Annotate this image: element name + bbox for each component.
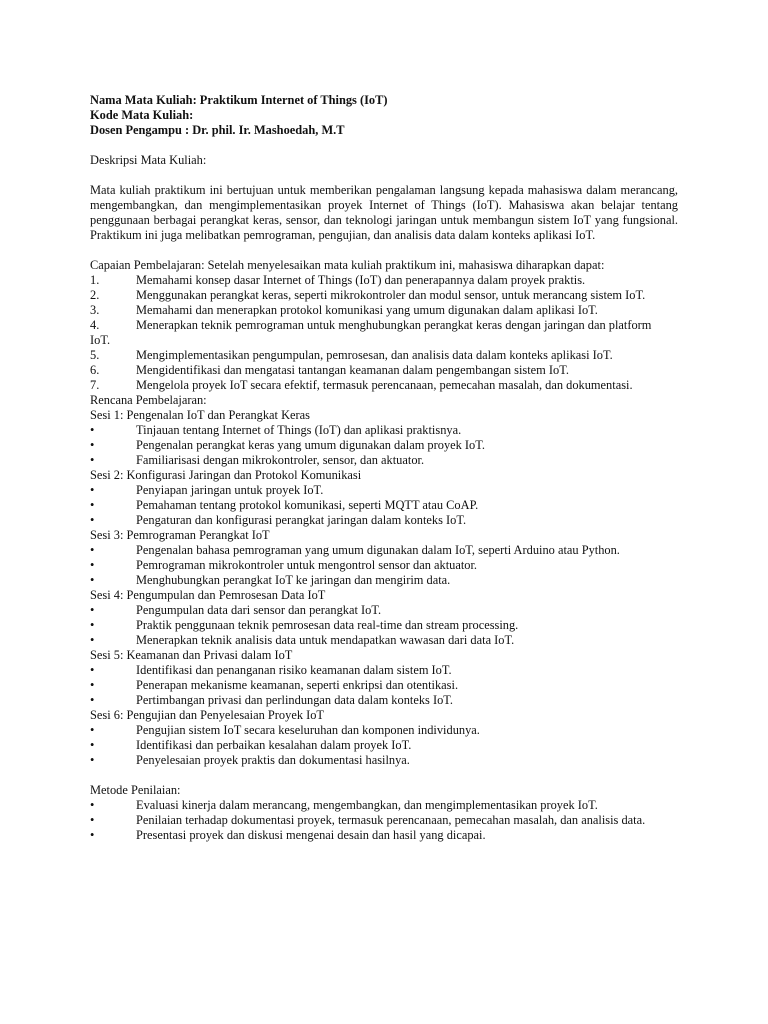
- session-item-text: Pengujian sistem IoT secara keseluruhan dan komponen individunya.: [136, 723, 480, 737]
- bullet-icon: •: [90, 753, 95, 767]
- bullet-icon: •: [90, 573, 95, 587]
- session-item: [90, 573, 678, 588]
- outcome-number: 6.: [90, 363, 100, 377]
- outcome-text: Menerapkan teknik pemrograman untuk menghubungkan perangkat keras dengan jaringan dan platform: [136, 318, 652, 332]
- assessment-item: [90, 813, 678, 828]
- bullet-icon: •: [90, 603, 95, 617]
- session-item: [90, 678, 678, 693]
- bullet-icon: •: [90, 513, 95, 527]
- session-title: Sesi 6: Pengujian dan Penyelesaian Proyek IoT: [90, 708, 325, 722]
- session-item: [90, 498, 678, 513]
- bullet-icon: •: [90, 558, 95, 572]
- description-paragraph: Mata kuliah praktikum ini bertujuan untuk memberikan pengalaman langsung kepada mahasiswa dalam merancang, mengembangkan, dan mengimplementasikan proyek Internet of Things (IoT). Mahasiswa akan belajar tentang penggunaan berbagai perangkat keras, sensor, dan teknologi jaringan untuk membangun sistem IoT yang fungsional. Praktikum ini juga melibatkan pemrograman, pengujian, dan analisis data dalam konteks aplikasi IoT.: [90, 183, 678, 242]
- session-item: [90, 438, 678, 453]
- session-item-text: Penyiapan jaringan untuk proyek IoT.: [136, 483, 324, 497]
- session-item: [90, 483, 678, 498]
- assessment-list: [90, 798, 678, 843]
- spacer: [90, 768, 678, 783]
- assessment-item: [90, 798, 678, 813]
- session-item-text: Pertimbangan privasi dan perlindungan data dalam konteks IoT.: [136, 693, 454, 707]
- outcome-number: 3.: [90, 303, 100, 317]
- session-item: [90, 513, 678, 528]
- session-item: [90, 723, 678, 738]
- bullet-icon: •: [90, 693, 95, 707]
- bullet-icon: •: [90, 678, 95, 692]
- session-item: [90, 543, 678, 558]
- session-item: [90, 453, 678, 468]
- outcome-number: 7.: [90, 378, 100, 392]
- bullet-icon: •: [90, 618, 95, 632]
- bullet-icon: •: [90, 798, 95, 812]
- outcome-text: Mengidentifikasi dan mengatasi tantangan keamanan dalam pengembangan sistem IoT.: [136, 363, 569, 377]
- session-item-text: Pemahaman tentang protokol komunikasi, seperti MQTT atau CoAP.: [136, 498, 479, 512]
- session-item: [90, 423, 678, 438]
- session-item: [90, 693, 678, 708]
- outcome-item: [90, 348, 678, 363]
- plan-sessions: [90, 408, 678, 768]
- outcome-item: [90, 273, 678, 288]
- spacer: [90, 138, 678, 153]
- assessment-item-text: Presentasi proyek dan diskusi mengenai desain dan hasil yang dicapai.: [136, 828, 486, 842]
- outcome-item: [90, 378, 678, 393]
- session-item-text: Tinjauan tentang Internet of Things (IoT) dan aplikasi praktisnya.: [136, 423, 462, 437]
- session-item-text: Pemrograman mikrokontroler untuk mengontrol sensor dan aktuator.: [136, 558, 478, 572]
- session-item: [90, 738, 678, 753]
- outcome-text: Memahami konsep dasar Internet of Things (IoT) dan penerapannya dalam proyek praktis.: [136, 273, 586, 287]
- outcome-number: 5.: [90, 348, 100, 362]
- bullet-icon: •: [90, 828, 95, 842]
- description-heading: Deskripsi Mata Kuliah:: [90, 153, 207, 167]
- outcome-text: Memahami dan menerapkan protokol komunikasi yang umum digunakan dalam aplikasi IoT.: [136, 303, 598, 317]
- bullet-icon: •: [90, 453, 95, 467]
- session-item-text: Praktik penggunaan teknik pemrosesan data real-time dan stream processing.: [136, 618, 519, 632]
- document-content: [90, 93, 678, 843]
- bullet-icon: •: [90, 438, 95, 452]
- session-item-text: Penyelesaian proyek praktis dan dokumentasi hasilnya.: [136, 753, 410, 767]
- session-item-text: Penerapan mekanisme keamanan, seperti enkripsi dan otentikasi.: [136, 678, 459, 692]
- session-item-text: Pengenalan bahasa pemrograman yang umum digunakan dalam IoT, seperti Arduino atau Python.: [136, 543, 620, 557]
- course-code: Kode Mata Kuliah:: [90, 108, 194, 122]
- session-item-text: Familiarisasi dengan mikrokontroler, sensor, dan aktuator.: [136, 453, 425, 467]
- bullet-icon: •: [90, 483, 95, 497]
- session-title: Sesi 5: Keamanan dan Privasi dalam IoT: [90, 648, 293, 662]
- session-item: [90, 618, 678, 633]
- bullet-icon: •: [90, 738, 95, 752]
- session-item-text: Pengenalan perangkat keras yang umum digunakan dalam proyek IoT.: [136, 438, 486, 452]
- spacer: [90, 243, 678, 258]
- session-title: Sesi 2: Konfigurasi Jaringan dan Protokol Komunikasi: [90, 468, 362, 482]
- assessment-item-text: Evaluasi kinerja dalam merancang, mengembangkan, dan mengimplementasikan proyek IoT.: [136, 798, 598, 812]
- outcome-number: 2.: [90, 288, 100, 302]
- session-title: Sesi 1: Pengenalan IoT dan Perangkat Keras: [90, 408, 310, 422]
- spacer: [90, 168, 678, 183]
- assessment-heading: Metode Penilaian:: [90, 783, 181, 797]
- session-item: [90, 603, 678, 618]
- outcome-text: Menggunakan perangkat keras, seperti mikrokontroler dan modul sensor, untuk merancang sistem IoT.: [136, 288, 646, 302]
- lecturer: Dosen Pengampu : Dr. phil. Ir. Mashoedah, M.T: [90, 123, 345, 137]
- session-item: [90, 633, 678, 648]
- outcome-item: [90, 363, 678, 378]
- assessment-item-text: Penilaian terhadap dokumentasi proyek, termasuk perencanaan, pemecahan masalah, dan analisis data.: [136, 813, 646, 827]
- bullet-icon: •: [90, 663, 95, 677]
- outcomes-list: [90, 273, 678, 393]
- outcome-item: [90, 303, 678, 318]
- outcome-text-continued: IoT.: [90, 333, 111, 347]
- session-item: [90, 753, 678, 768]
- session-item: [90, 558, 678, 573]
- session-item-text: Pengaturan dan konfigurasi perangkat jaringan dalam konteks IoT.: [136, 513, 467, 527]
- session-title: Sesi 4: Pengumpulan dan Pemrosesan Data IoT: [90, 588, 326, 602]
- session-item-text: Identifikasi dan perbaikan kesalahan dalam proyek IoT.: [136, 738, 412, 752]
- bullet-icon: •: [90, 723, 95, 737]
- session-title: Sesi 3: Pemrograman Perangkat IoT: [90, 528, 270, 542]
- bullet-icon: •: [90, 633, 95, 647]
- outcome-text: Mengelola proyek IoT secara efektif, termasuk perencanaan, pemecahan masalah, dan dokumentasi.: [136, 378, 633, 392]
- session-item-text: Menerapkan teknik analisis data untuk mendapatkan wawasan dari data IoT.: [136, 633, 515, 647]
- bullet-icon: •: [90, 423, 95, 437]
- outcome-number: 1.: [90, 273, 100, 287]
- plan-heading: Rencana Pembelajaran:: [90, 393, 207, 407]
- bullet-icon: •: [90, 813, 95, 827]
- session-item: [90, 663, 678, 678]
- session-item-text: Identifikasi dan penanganan risiko keamanan dalam sistem IoT.: [136, 663, 452, 677]
- session-item-text: Pengumpulan data dari sensor dan perangkat IoT.: [136, 603, 382, 617]
- outcome-item: [90, 288, 678, 303]
- outcome-text: Mengimplementasikan pengumpulan, pemrosesan, dan analisis data dalam konteks aplikasi IoT.: [136, 348, 613, 362]
- assessment-item: [90, 828, 678, 843]
- session-item-text: Menghubungkan perangkat IoT ke jaringan dan mengirim data.: [136, 573, 451, 587]
- outcome-number: 4.: [90, 318, 100, 332]
- course-name: Nama Mata Kuliah: Praktikum Internet of Things (IoT): [90, 93, 388, 107]
- bullet-icon: •: [90, 543, 95, 557]
- outcomes-heading: Capaian Pembelajaran: Setelah menyelesaikan mata kuliah praktikum ini, mahasiswa diharapkan dapat:: [90, 258, 605, 272]
- outcome-item: [90, 318, 678, 333]
- bullet-icon: •: [90, 498, 95, 512]
